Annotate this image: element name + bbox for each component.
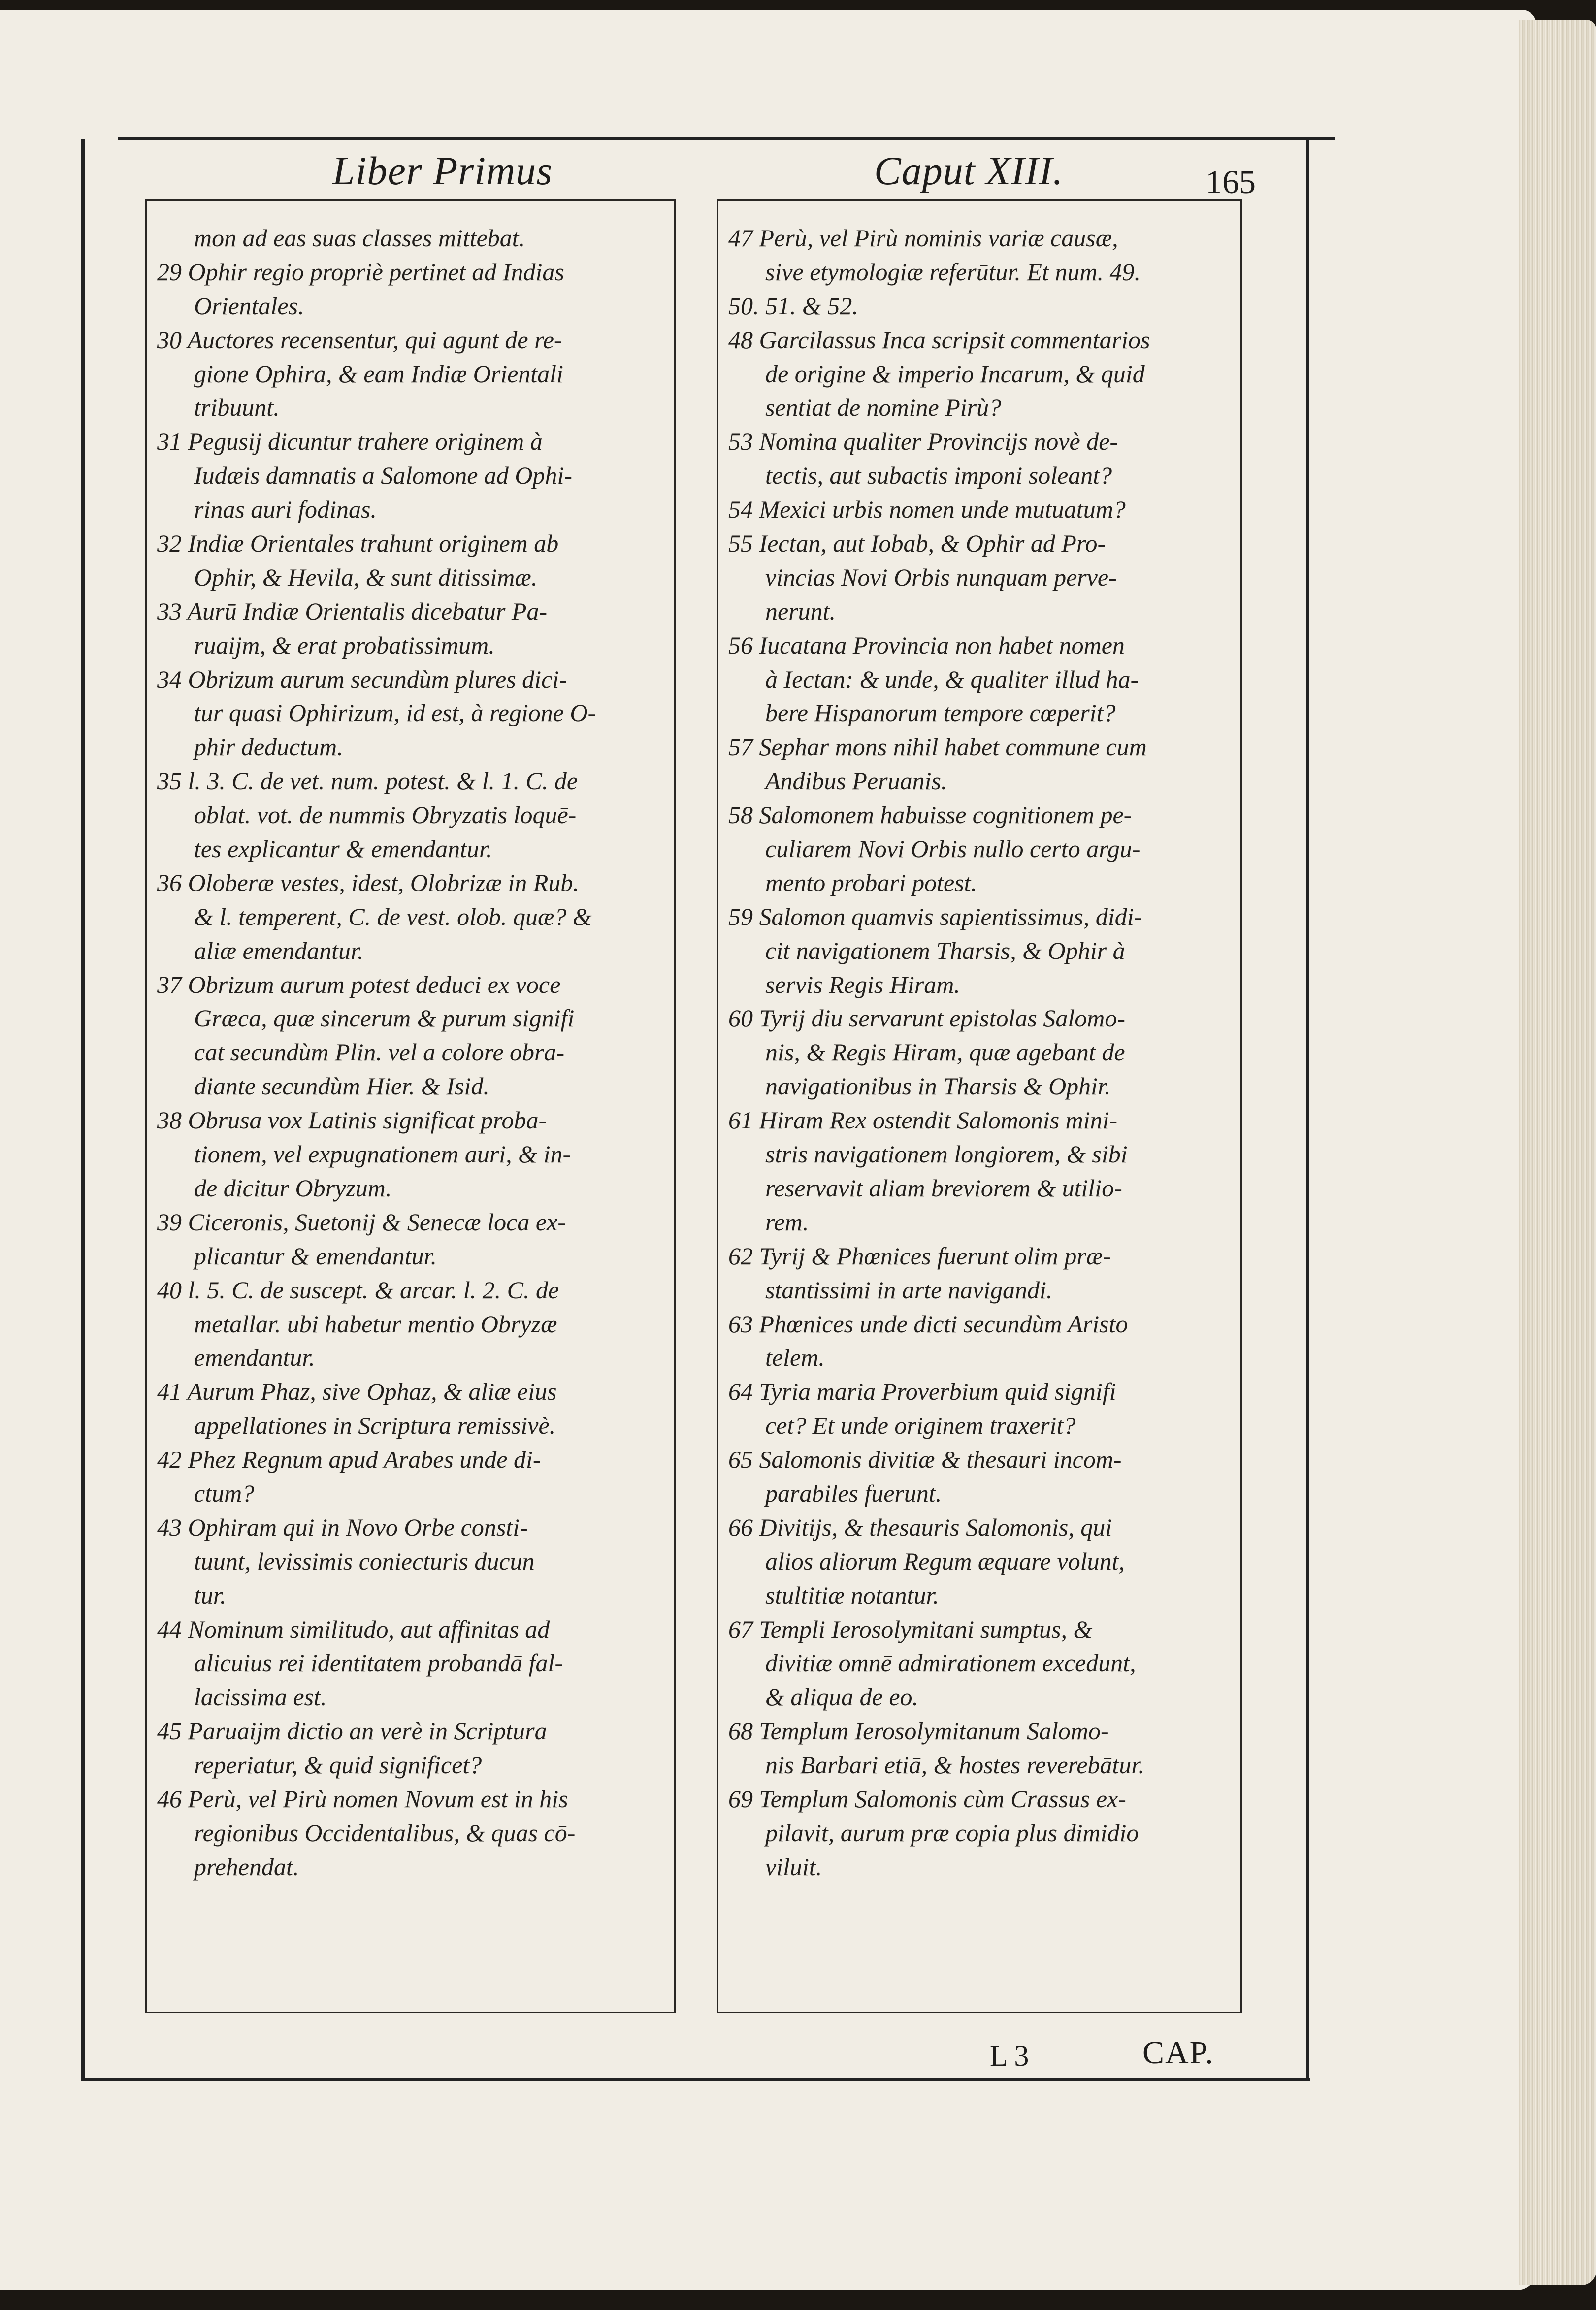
index-line: 34 Obrizum aurum secundùm plures dici- <box>157 665 567 693</box>
index-line: 61 Hiram Rex ostendit Salomonis mini- <box>728 1106 1118 1134</box>
index-line: sive etymologiæ referūtur. Et num. 49. <box>765 258 1140 286</box>
index-line: gione Ophira, & eam Indiæ Orientali <box>194 360 563 388</box>
index-line: 59 Salomon quamvis sapientissimus, didi- <box>728 902 1142 930</box>
index-line: 68 Templum Ierosolymitanum Salomo- <box>728 1717 1109 1745</box>
index-line: bere Hispanorum tempore cœperit? <box>765 699 1116 727</box>
index-line: 30 Auctores recensentur, qui agunt de re- <box>157 326 562 354</box>
frame-top-rule <box>118 137 1335 140</box>
index-line: 64 Tyria maria Proverbium quid signifi <box>728 1378 1116 1406</box>
index-line: tionem, vel expugnationem auri, & in- <box>194 1140 571 1168</box>
index-line: 65 Salomonis divitiæ & thesauri incom- <box>728 1446 1122 1474</box>
index-line: mon ad eas suas classes mittebat. <box>194 224 525 252</box>
index-line: parabiles fuerunt. <box>765 1479 942 1507</box>
index-line: 46 Perù, vel Pirù nomen Novum est in his <box>157 1784 568 1813</box>
index-line: servis Regis Hiram. <box>765 970 960 998</box>
index-line: phir deductum. <box>194 733 343 761</box>
index-line: pilavit, aurum præ copia plus dimidio <box>765 1818 1139 1847</box>
index-line: 45 Paruaijm dictio an verè in Scriptura <box>157 1717 547 1745</box>
index-line: plicantur & emendantur. <box>194 1242 437 1270</box>
index-line: 41 Aurum Phaz, sive Ophaz, & aliæ eius <box>157 1378 557 1406</box>
index-line: stris navigationem longiorem, & sibi <box>765 1140 1128 1168</box>
index-line: & aliqua de eo. <box>765 1683 919 1711</box>
index-line: rem. <box>765 1208 809 1236</box>
index-line: rinas auri fodinas. <box>194 495 377 524</box>
index-line: cit navigationem Tharsis, & Ophir à <box>765 936 1125 964</box>
index-line: nerunt. <box>765 597 836 625</box>
index-line: tectis, aut subactis imponi soleant? <box>765 462 1112 490</box>
index-line: reservavit aliam breviorem & utilio- <box>765 1174 1122 1202</box>
index-line: Orientales. <box>194 292 304 320</box>
index-line: de dicitur Obryzum. <box>194 1174 392 1202</box>
index-line: culiarem Novi Orbis nullo certo argu- <box>765 835 1140 863</box>
index-line: de origine & imperio Incarum, & quid <box>765 360 1145 388</box>
index-line: 56 Iucatana Provincia non habet nomen <box>728 631 1125 659</box>
page-number: 165 <box>1205 163 1256 200</box>
index-line: mento probari potest. <box>765 868 977 896</box>
index-line: navigationibus in Tharsis & Ophir. <box>765 1072 1111 1100</box>
index-line: 47 Perù, vel Pirù nominis variæ causæ, <box>728 224 1118 252</box>
index-line: vincias Novi Orbis nunquam perve- <box>765 563 1117 591</box>
index-line: 44 Nominum similitudo, aut affinitas ad <box>157 1615 550 1643</box>
index-line: prehendat. <box>194 1852 299 1881</box>
index-line: 54 Mexici urbis nomen unde mutuatum? <box>728 495 1126 524</box>
index-line: 40 l. 5. C. de suscept. & arcar. l. 2. C. de <box>157 1276 559 1304</box>
index-line: telem. <box>765 1344 825 1372</box>
index-line: tes explicantur & emendantur. <box>194 835 492 863</box>
frame-bottom-rule <box>81 2078 1310 2081</box>
index-line: Græca, quæ sincerum & purum signifi <box>194 1004 575 1032</box>
page-edges <box>1519 20 1596 2285</box>
index-line: 50. 51. & 52. <box>728 292 858 320</box>
index-line: viluit. <box>765 1852 822 1881</box>
index-line: tur. <box>194 1581 227 1609</box>
index-line: & l. temperent, C. de vest. olob. quæ? & <box>194 902 592 930</box>
index-line: cet? Et unde originem traxerit? <box>765 1412 1076 1440</box>
index-line: 31 Pegusij dicuntur trahere originem à <box>157 428 543 456</box>
index-line: Andibus Peruanis. <box>765 767 947 795</box>
index-line: ctum? <box>194 1479 255 1507</box>
index-line: 29 Ophir regio propriè pertinet ad Indias <box>157 258 564 286</box>
index-line: 35 l. 3. C. de vet. num. potest. & l. 1. C. de <box>157 767 578 795</box>
index-line: metallar. ubi habetur mentio Obryzæ <box>194 1310 557 1338</box>
index-line: reperiatur, & quid significet? <box>194 1751 482 1779</box>
index-line: oblat. vot. de nummis Obryzatis loquē- <box>194 801 577 829</box>
index-line: 62 Tyrij & Phœnices fuerunt olim præ- <box>728 1242 1111 1270</box>
index-line: 37 Obrizum aurum potest deduci ex voce <box>157 970 561 998</box>
index-line: 43 Ophiram qui in Novo Orbe consti- <box>157 1513 528 1541</box>
index-line: ruaijm, & erat probatissimum. <box>194 631 495 659</box>
index-line: tur quasi Ophirizum, id est, à regione O- <box>194 699 596 727</box>
index-line: nis Barbari etiā, & hostes reverebātur. <box>765 1751 1144 1779</box>
index-line: nis, & Regis Hiram, quæ agebant de <box>765 1038 1125 1066</box>
index-line: 38 Obrusa vox Latinis significat proba- <box>157 1106 547 1134</box>
index-line: appellationes in Scriptura remissivè. <box>194 1412 556 1440</box>
running-head-left: Liber Primus <box>332 148 553 193</box>
right-column-text <box>728 221 1236 1884</box>
running-head-right: Caput XIII. <box>874 148 1064 193</box>
index-line: 39 Ciceronis, Suetonij & Senecæ loca ex- <box>157 1208 566 1236</box>
index-line: alicuius rei identitatem probandā fal- <box>194 1649 563 1677</box>
index-line: tuunt, levissimis coniecturis ducun <box>194 1547 535 1575</box>
left-column-text <box>157 221 669 1884</box>
index-line: 67 Templi Ierosolymitani sumptus, & <box>728 1615 1093 1643</box>
catchword: CAP. <box>1142 2035 1214 2071</box>
index-line: diante secundùm Hier. & Isid. <box>194 1072 489 1100</box>
index-line: 55 Iectan, aut Iobab, & Ophir ad Pro- <box>728 529 1106 558</box>
index-column-right <box>717 199 1242 2013</box>
index-line: 33 Aurū Indiæ Orientalis dicebatur Pa- <box>157 597 548 625</box>
index-line: alios aliorum Regum æquare volunt, <box>765 1547 1125 1575</box>
index-line: lacissima est. <box>194 1683 327 1711</box>
index-line: cat secundùm Plin. vel a colore obra- <box>194 1038 565 1066</box>
index-line: à Iectan: & unde, & qualiter illud ha- <box>765 665 1139 693</box>
index-line: stultitiæ notantur. <box>765 1581 939 1609</box>
index-line: stantissimi in arte navigandi. <box>765 1276 1053 1304</box>
index-line: Iudæis damnatis a Salomone ad Ophi- <box>194 462 573 490</box>
index-line: 69 Templum Salomonis cùm Crassus ex- <box>728 1784 1126 1813</box>
index-line: 63 Phœnices unde dicti secundùm Aristo <box>728 1310 1128 1338</box>
index-line: 66 Divitijs, & thesauris Salomonis, qui <box>728 1513 1112 1541</box>
index-line: 53 Nomina qualiter Provincijs novè de- <box>728 428 1118 456</box>
index-line: tribuunt. <box>194 394 280 422</box>
index-line: emendantur. <box>194 1344 315 1372</box>
index-line: sentiat de nomine Pirù? <box>765 394 1002 422</box>
index-line: 60 Tyrij diu servarunt epistolas Salomo- <box>728 1004 1126 1032</box>
index-line: Ophir, & Hevila, & sunt ditissimæ. <box>194 563 538 591</box>
index-line: 58 Salomonem habuisse cognitionem pe- <box>728 801 1132 829</box>
index-line: 42 Phez Regnum apud Arabes unde di- <box>157 1446 541 1474</box>
index-line: 57 Sephar mons nihil habet commune cum <box>728 733 1147 761</box>
index-line: aliæ emendantur. <box>194 936 364 964</box>
index-line: regionibus Occidentalibus, & quas cō- <box>194 1818 576 1847</box>
index-line: 36 Oloberæ vestes, idest, Olobrizæ in Rub. <box>157 868 579 896</box>
index-line: divitiæ omnē admirationem excedunt, <box>765 1649 1136 1677</box>
index-line: 32 Indiæ Orientales trahunt originem ab <box>157 529 559 558</box>
signature-mark: L 3 <box>990 2040 1029 2072</box>
index-line: 48 Garcilassus Inca scripsit commentarios <box>728 326 1150 354</box>
index-column-left <box>145 199 676 2013</box>
